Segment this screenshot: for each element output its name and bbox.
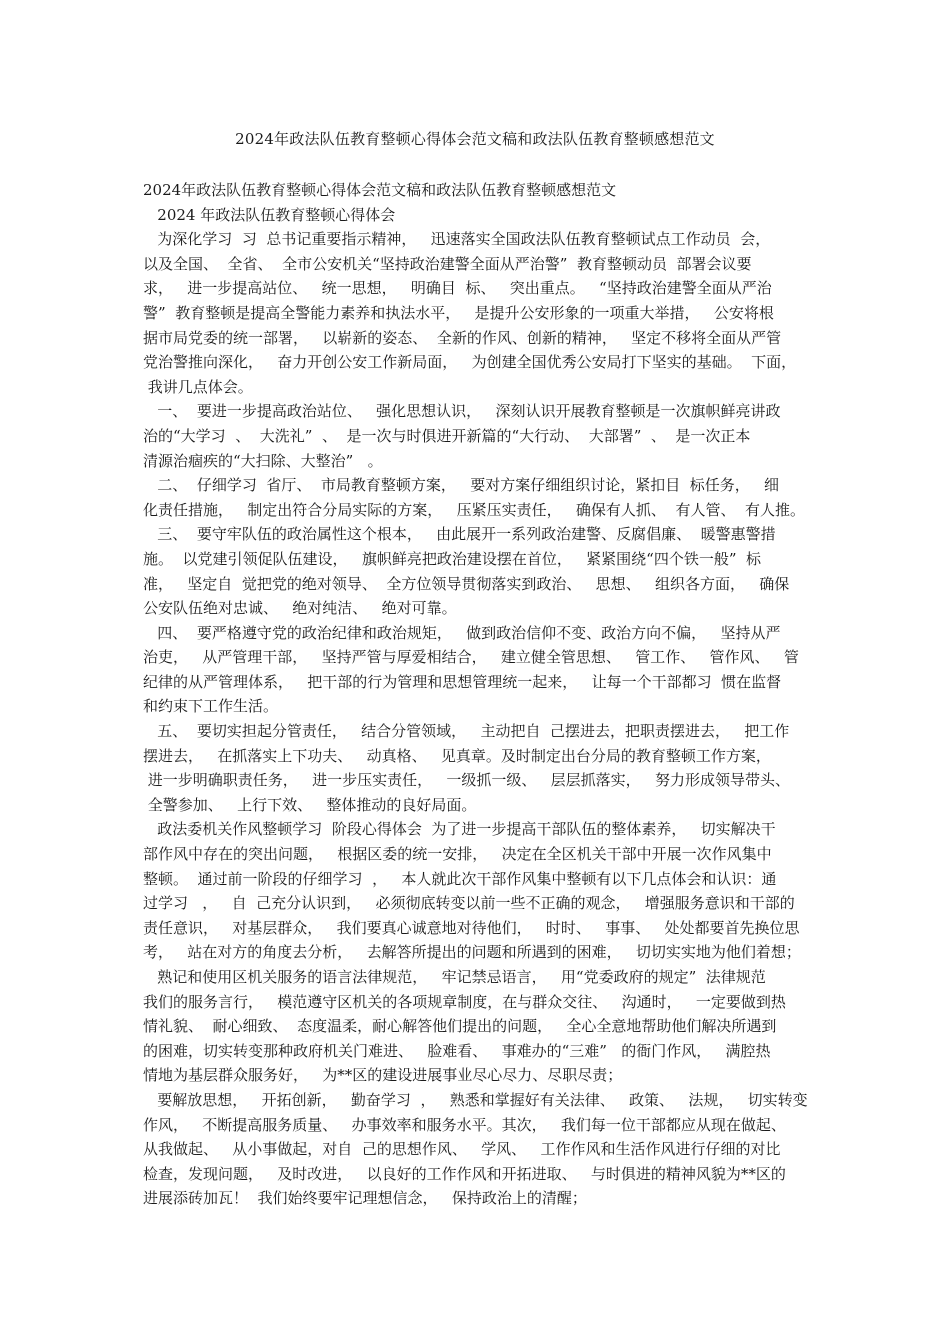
body-line: 检查，发现问题， 及时改进， 以良好的工作作风和开拓进取、 与时俱进的精神风貌为**区的: [143, 1164, 786, 1183]
body-line: 为深化学习 习 总书记重要指示精神， 迅速落实全国政法队伍教育整顿试点工作动员 会，: [143, 230, 771, 249]
body-line: 治的“大学习 、 大洗礼” 、 是一次与时俱进开新篇的“大行动、 大部署” 、 是一次正本: [143, 426, 751, 445]
body-line: 准， 坚定自 觉把党的绝对领导、 全方位领导贯彻落实到政治、 思想、 组织各方面， 确保: [143, 574, 790, 593]
document-body: [143, 178, 823, 1211]
body-line: 2024年政法队伍教育整顿心得体会范文稿和政法队伍教育整顿感想范文: [143, 181, 617, 199]
body-line: 我讲几点体会。: [143, 377, 253, 396]
body-line: 以及全国、 全省、 全市公安机关“坚持政治建警全面从严治警” 教育整顿动员 部署会议要: [143, 254, 752, 273]
body-line: 和约束下工作生活。: [143, 697, 279, 716]
body-line: 要解放思想， 开拓创新， 勤奋学习 ， 熟悉和掌握好有关法律、 政策、 法规， 切实转变: [143, 1090, 808, 1109]
body-line: 的困难，切实转变那种政府机关门难进、 脸难看、 事难办的“三难” 的衙门作风， 满腔热: [143, 1041, 771, 1060]
body-line: 纪律的从严管理体系， 把干部的行为管理和思想管理统一起来， 让每一个干部都习 惯在监督: [143, 672, 782, 691]
body-line: 全警参加、 上行下效、 整体推动的良好局面。: [143, 795, 477, 814]
body-line: 公安队伍绝对忠诚、 绝对纯洁、 绝对可靠。: [143, 599, 457, 618]
body-line: 进一步明确职责任务， 进一步压实责任， 一级抓一级、 层层抓落实， 努力形成领导带头、: [143, 771, 790, 790]
body-line: 五、 要切实担起分管责任， 结合分管领域， 主动把自 己摆进去，把职责摆进去， 把工作: [143, 722, 790, 741]
body-line: 考， 站在对方的角度去分析， 去解答所提出的问题和所遇到的困难， 切切实实地为他们着想；: [143, 943, 801, 962]
body-line: 警” 教育整顿是提高全警能力素养和执法水平， 是提升公安形象的一项重大举措， 公安将根: [143, 303, 774, 322]
body-line: 二、 仔细学习 省厅、 市局教育整顿方案， 要对方案仔细组织讨论，紧扣目 标任务， 细: [143, 476, 780, 495]
body-line: 进展添砖加瓦！ 我们始终要牢记理想信念， 保持政治上的清醒；: [143, 1189, 587, 1208]
body-line: 2024 年政法队伍教育整顿心得体会: [143, 205, 396, 224]
document-title: 2024年政法队伍教育整顿心得体会范文稿和政法队伍教育整顿感想范文: [235, 130, 715, 148]
body-line: 过学习 ， 自 己充分认识到， 必须彻底转变以前一些不正确的观念， 增强服务意识和干部的: [143, 894, 795, 913]
body-line: 据市局党委的统一部署， 以崭新的姿态、 全新的作风、创新的精神， 坚定不移将全面从严管: [143, 328, 782, 347]
body-line: 摆进去， 在抓落实上下功夫、 动真格、 见真章。及时制定出台分局的教育整顿工作方案，: [143, 746, 771, 765]
body-line: 四、 要严格遵守党的政治纪律和政治规矩， 做到政治信仰不变、政治方向不偏， 坚持从严: [143, 623, 781, 642]
body-line: 一、 要进一步提高政治站位、 强化思想认识， 深刻认识开展教育整顿是一次旗帜鲜亮讲政: [143, 402, 781, 421]
body-line: 作风， 不断提高服务质量、 办事效率和服务水平。其次， 我们每一位干部都应从现在做起、: [143, 1115, 786, 1134]
body-line: 化责任措施， 制定出符合分局实际的方案， 压紧压实责任， 确保有人抓、 有人管、 有人推。: [143, 500, 805, 519]
body-line: 情地为基层群众服务好， 为**区的建设进展事业尽心尽力、尽职尽责；: [143, 1066, 623, 1085]
body-line: 政法委机关作风整顿学习 阶段心得体会 为了进一步提高干部队伍的整体素养， 切实解决干: [143, 820, 776, 839]
body-line: 情礼貌、 耐心细致、 态度温柔，耐心解答他们提出的问题， 全心全意地帮助他们解决所遇到: [143, 1017, 777, 1036]
body-line: 施。 以党建引领促队伍建设， 旗帜鲜亮把政治建设摆在首位， 紧紧围绕“四个铁一般” 标: [143, 549, 762, 568]
body-line: 清源治痼疾的“大扫除、大整治” 。: [143, 451, 383, 470]
body-line: 求， 进一步提高站位、 统一思想， 明确目 标、 突出重点。 “坚持政治建警全面从严治: [143, 279, 772, 298]
body-line: 熟记和使用区机关服务的语言法律规范， 牢记禁忌语言， 用“党委政府的规定” 法律规范: [143, 968, 766, 986]
body-line: 治吏， 从严管理干部， 坚持严管与厚爱相结合， 建立健全管思想、 管工作、 管作风、 管: [143, 648, 799, 667]
body-line: 责任意识， 对基层群众， 我们要真心诚意地对待他们， 时时、 事事、 处处都要首先换位思: [143, 918, 800, 937]
body-line: 部作风中存在的突出问题， 根据区委的统一安排， 决定在全区机关干部中开展一次作风集中: [143, 845, 772, 864]
body-line: 我们的服务言行， 模范遵守区机关的各项规章制度，在与群众交往、 沟通时， 一定要做到热: [143, 992, 786, 1011]
body-line: 整顿。 通过前一阶段的仔细学习 ， 本人就此次干部作风集中整顿有以下几点体会和认识：通: [143, 869, 777, 888]
body-line: 党治警推向深化， 奋力开创公安工作新局面， 为创建全国优秀公安局打下坚实的基础。 下面，: [143, 353, 797, 372]
body-line: 从我做起、 从小事做起，对自 己的思想作风、 学风、 工作作风和生活作风进行仔细的对比: [143, 1140, 781, 1159]
body-line: 三、 要守牢队伍的政治属性这个根本， 由此展开一系列政治建警、反腐倡廉、 暖警惠警措: [143, 525, 776, 544]
